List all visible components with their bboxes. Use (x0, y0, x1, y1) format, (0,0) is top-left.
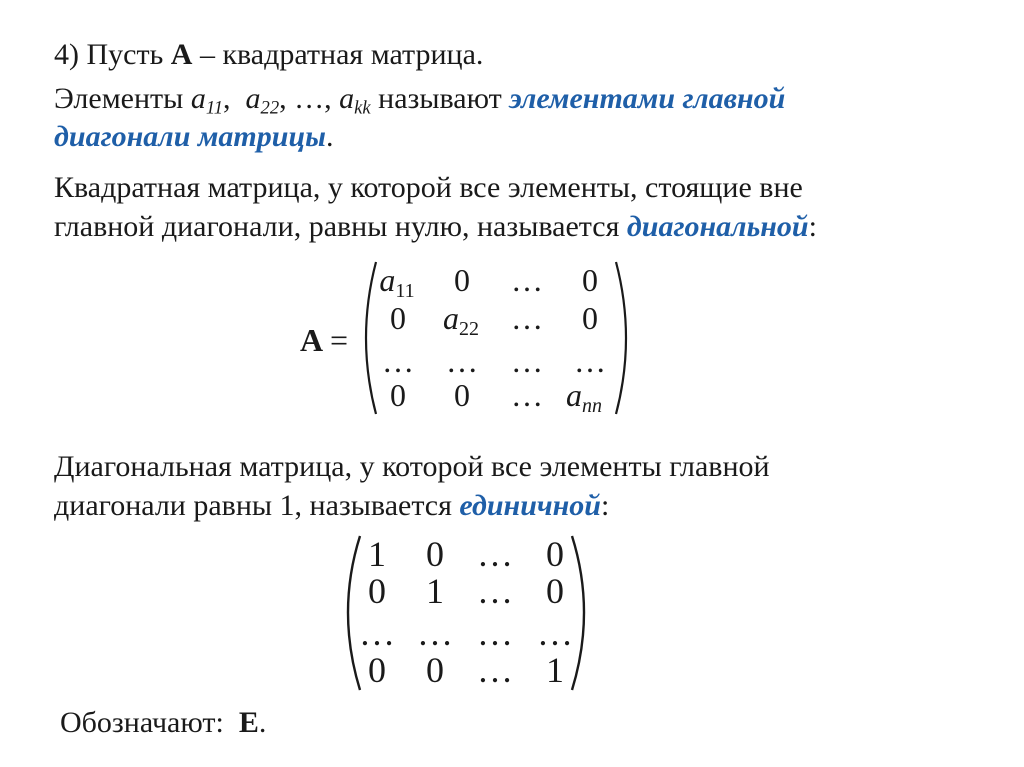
diag-elements-lead: Элементы (54, 82, 184, 115)
identity-cell-r3c1: … (359, 613, 395, 653)
point-number: 4) (54, 38, 79, 71)
element-a22: $a_{22}$ (245, 82, 280, 119)
matrix-a-cell-r2c3: … (511, 300, 543, 336)
identity-cell-r3c4: … (537, 613, 573, 653)
term-diagonal: диагональной (626, 210, 809, 243)
element-akk: $a_{kk}$ (339, 82, 371, 119)
identity-cell-r1c3: … (477, 534, 513, 574)
matrix-a-cell-r1c1: a11 (379, 262, 415, 302)
identity-cell-r4c2: 0 (426, 650, 444, 690)
identity-cell-r4c4: 1 (546, 650, 564, 690)
point-lead: Пусть (86, 38, 164, 71)
matrix-a-cell-r3c2: … (446, 343, 478, 379)
identity-def-text: диагонали равны 1, называется (54, 489, 452, 522)
matrix-a-cell-r4c1: 0 (390, 377, 406, 413)
diag-elements-verb: называют (378, 82, 502, 115)
identity-def-line-2: диагонали равны 1, называется единичной: (54, 489, 610, 522)
identity-cell-r2c1: 0 (368, 571, 386, 611)
identity-cell-r4c3: … (477, 650, 513, 690)
matrix-a-cell-r4c4: ann (566, 377, 602, 417)
diagonal-def-line-1: Квадратная матрица, у которой все элементы, стоящие вне (54, 171, 803, 204)
identity-cell-r3c3: … (477, 613, 513, 653)
matrix-a-cell-r3c3: … (511, 343, 543, 379)
point-rest: – квадратная матрица. (199, 38, 484, 71)
matrix-a-cell-r3c1: … (382, 343, 414, 379)
matrix-a-cell-r1c2: 0 (454, 262, 470, 298)
matrix-a-cell-r4c3: … (511, 377, 543, 413)
identity-cell-r2c3: … (477, 571, 513, 611)
notation-text: Обозначают: (60, 706, 224, 739)
element-a11: $a_{11}$ (190, 82, 224, 119)
matrix-a-cell-r2c1: 0 (390, 300, 406, 336)
matrix-a-label: А (300, 322, 324, 358)
term-identity: единичной (459, 489, 601, 522)
matrix-a-cell-r3c4: … (574, 343, 606, 379)
identity-cell-r1c2: 0 (426, 534, 444, 574)
matrix-a-cell-r1c4: 0 (582, 262, 598, 298)
matrix-a-cell-r2c4: 0 (582, 300, 598, 336)
term-main-diagonal-1: элементами главной (509, 82, 786, 115)
diag-elements-line: Элементы $a_{11}$, $a_{22}$, …, $a_{kk}$ называют элементами главной (54, 82, 786, 119)
identity-cell-r2c2: 1 (426, 571, 444, 611)
identity-cell-r4c1: 0 (368, 650, 386, 690)
matrix-a-equals: = (330, 322, 349, 358)
notation-line: Обозначают: Е. (60, 706, 267, 739)
term-main-diagonal-2: диагонали матрицы (54, 120, 326, 153)
identity-cell-r2c4: 0 (546, 571, 564, 611)
matrix-a-cell-r4c2: 0 (454, 377, 470, 413)
identity-cell-r3c2: … (417, 613, 453, 653)
identity-def-line-1: Диагональная матрица, у которой все элементы главной (54, 450, 770, 483)
identity-cell-r1c1: 1 (368, 534, 386, 574)
diag-elements-line-2: диагонали матрицы. (54, 120, 334, 153)
identity-symbol: Е (238, 706, 259, 739)
diagonal-def-text: главной диагонали, равны нулю, называется (54, 210, 620, 243)
elements-ellipsis: … (294, 82, 325, 115)
matrix-a-cell-r1c3: … (511, 262, 543, 298)
identity-right-paren (572, 536, 584, 690)
matrix-symbol: А (170, 38, 193, 71)
matrix-a-cell-r2c2: a22 (443, 300, 479, 340)
diagonal-def-line-2: главной диагонали, равны нулю, называется диагональной: (54, 210, 817, 243)
identity-cell-r1c4: 0 (546, 534, 564, 574)
